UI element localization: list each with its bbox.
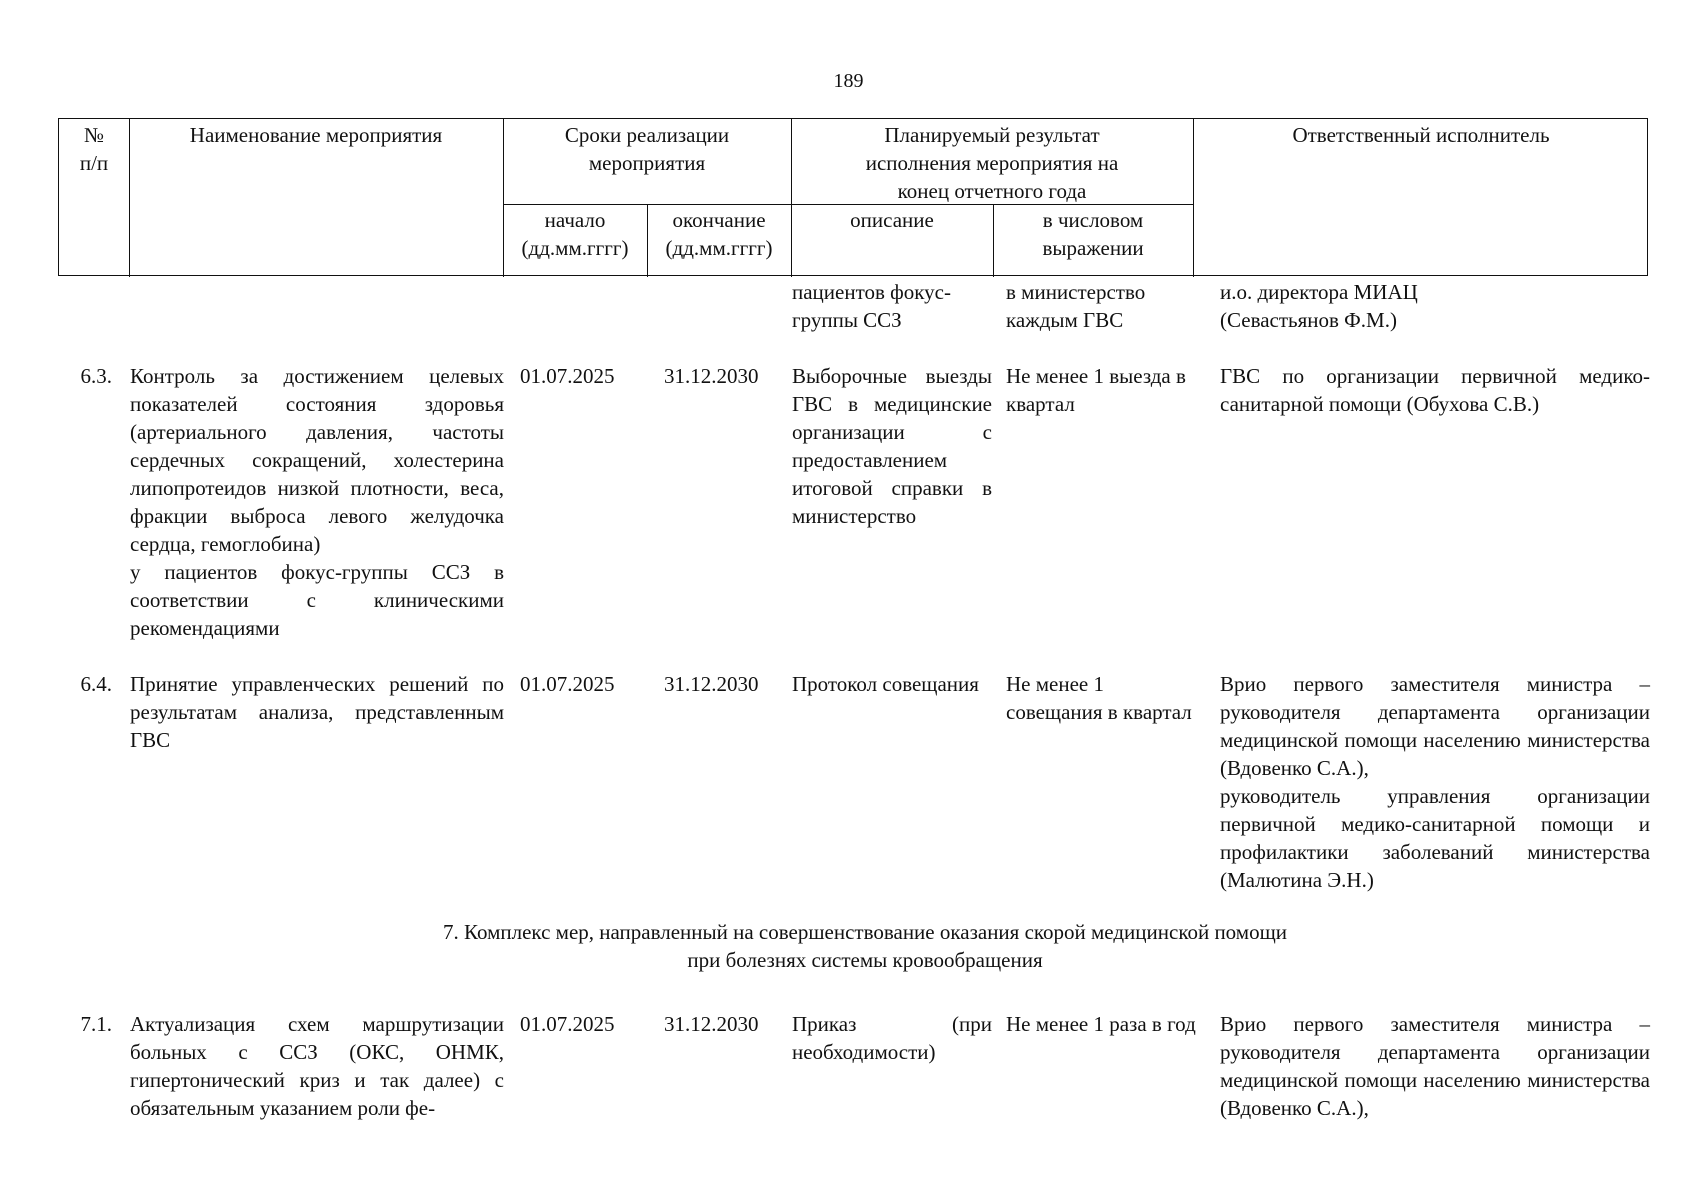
section-heading: 7. Комплекс мер, направленный на совершенствование оказания скорой медицинской помощи при болезнях системы кровообращения xyxy=(443,920,1287,972)
row-responsible: ГВС по организации первичной медико-санитарной помощи (Обухова С.В.) xyxy=(1220,364,1650,416)
row-name: Актуализация схем маршрутизации больных с ССЗ (ОКС, ОНМК, гипертонический криз и так далее) с обязательным указанием роли фе- xyxy=(130,1012,504,1120)
row-value: Не менее 1 совещания в квартал xyxy=(1006,672,1192,724)
header-col-terms: Сроки реализации мероприятия xyxy=(564,123,730,175)
row-start: 01.07.2025 xyxy=(520,1012,615,1036)
table-header xyxy=(58,118,1648,276)
row-responsible: Врио первого заместителя министра – руководителя департамента организации медицинской помощи населению министерства (Вдовенко С.А.), xyxy=(1220,1012,1650,1120)
header-col-number: № п/п xyxy=(79,123,109,175)
row-number: 7.1. xyxy=(80,1012,112,1036)
row-value: Не менее 1 раза в год xyxy=(1006,1012,1196,1036)
row-value: Не менее 1 выезда в квартал xyxy=(1006,364,1186,416)
row-number: 6.3. xyxy=(80,364,112,388)
row-end: 31.12.2030 xyxy=(664,672,759,696)
continuation-value: в министерство каждым ГВС xyxy=(1006,280,1146,332)
row-number: 6.4. xyxy=(80,672,112,696)
header-col-description: описание xyxy=(850,208,934,232)
row-name: Контроль за достижением целевых показателей состояния здоровья (артериального давления, частоты сердечных сокращений, холестерина липопротеидов низкой плотности, веса, фракции выброса левого желудочка сердца, гемоглобина) у пациентов фокус-группы ССЗ в соответствии с клиническими рекомендациями xyxy=(130,364,504,640)
row-description: Выборочные выезды ГВС в медицинские организации с предоставлением итоговой справки в министерство xyxy=(792,364,992,528)
header-col-result: Планируемый результат исполнения мероприятия на конец отчетного года xyxy=(865,123,1119,203)
row-responsible: Врио первого заместителя министра – руководителя департамента организации медицинской помощи населению министерства (Вдовенко С.А.), руководитель управления организации первичной медико-санитарной помощи и профилактики заболеваний министерства (Малютина Э.Н.) xyxy=(1220,672,1650,892)
row-start: 01.07.2025 xyxy=(520,364,615,388)
header-col-value: в числовом выражении xyxy=(1042,208,1144,260)
continuation-responsible: и.о. директора МИАЦ (Севастьянов Ф.М.) xyxy=(1220,280,1418,332)
row-description: Приказ (при необходимости) xyxy=(792,1012,992,1064)
header-col-end: окончание (дд.мм.гггг) xyxy=(665,208,773,260)
row-name: Принятие управленческих решений по результатам анализа, представленным ГВС xyxy=(130,672,504,752)
header-col-start: начало (дд.мм.гггг) xyxy=(521,208,629,260)
header-col-name: Наименование мероприятия xyxy=(189,123,443,147)
row-description: Протокол совещания xyxy=(792,672,979,696)
page-number: 189 xyxy=(833,70,864,92)
header-col-responsible: Ответственный исполнитель xyxy=(1292,123,1550,147)
continuation-description: пациентов фокус- группы ССЗ xyxy=(792,280,951,332)
row-end: 31.12.2030 xyxy=(664,1012,759,1036)
row-end: 31.12.2030 xyxy=(664,364,759,388)
row-start: 01.07.2025 xyxy=(520,672,615,696)
